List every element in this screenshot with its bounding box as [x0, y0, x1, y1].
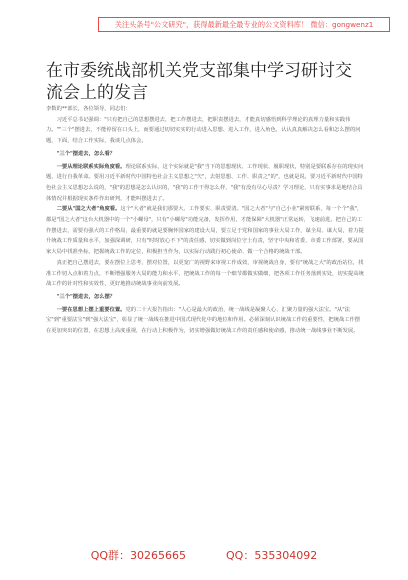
- paragraph-thought: [46, 305, 364, 337]
- paragraph-position: 真正把自己摆进去，要在摆位上思考，摆对位置，以更宽广的视野来审视工作成效，审视统战自身，要有"统战之大"的政治站位，找准工作切入点和着力点，不断增强服务大局的能力和水平，把统战工作的每一个细节都做实做细，把各项工作任务落到实处，切实提高统战工作的针对性和实效性，更好地推动统战事业向前发展。: [46, 259, 364, 288]
- top-banner: 关注头条号"公文研究"，获得最新最全最专业的公文资料库！ 微信：gongwenz1: [98, 17, 390, 32]
- paragraph-lead: 一要从理论联系实际角度看。: [56, 163, 126, 170]
- section-heading-how-to-see: "三个"摆进去，怎么看？: [56, 150, 116, 157]
- paragraph-theory: [46, 162, 364, 205]
- document-body: [46, 104, 364, 534]
- paragraph-text: 这个"大者"就是我们那要大、工作要实、职责要清。"国之大者"与"自己小业"紧密联系，每一个个"我"，都是"国之大者"这台大机器中的一个"小螺母"，只有"小螺母"功能完备，发挥作用，才能保障"大机器"正常运转，飞速前进。把自己的工作摆进去，需要有强大的工作格局，最重要的就是要胸怀国家的建设大局，要立足于党和国家的事业大局工作，谋全局、谋大局，着力提升统战工作质量和水平，加强深调研，只有"时时放心不下"的责任感，切实做到岗位守土有责，坚守中央和省委、市委工作部署，要从国家大局中找准坐标，把握统战工作的定位，积极担当作为，以实际行动践行初心使命、做一个合格的统战干部。: [46, 206, 364, 256]
- paragraph-text: 理论联系实际，这个实际就是"我"当下的思想现状、工作现状、履职现状，特别是要联系存在的现实问题，进行自我革命。要用习近平新时代中国特色社会主义思想之"矢"，去射思想、工作、职责之"的"，也就是说，要习近平新时代中国特色社会主义思想怎么说的，"我"的思想是怎么认识的，"我"的工作干得怎么样，"我"有没有尽心尽责？学习理论，只有实事求是地结合具体情况并根据现实条件作出研判，才能叫摆进去了。: [46, 163, 364, 202]
- paragraph-text: 党的二十大报告指出："人心是最大的政治，统一战线是凝聚人心、汇聚力量的强大法宝。"从"法宝"到"重要法宝"到"强大法宝"，彰显了统一战线在推进中国式现代化中的地位和作用。必须深刻认识统战工作的重要性，把统战工作摆在更加突出的位置，在思想上高度重视，在行动上积极作为，切实增强做好统战工作的责任感和使命感，推动统一战线事业不断发展。: [46, 306, 361, 335]
- section-heading-how-to-place: "三个"摆进去，怎么摆？: [56, 293, 116, 300]
- paragraph-lead: 二要从"国之大者"角度看。: [56, 206, 121, 213]
- paragraph-intro: 习近平总书记强调："只有把自己的思想摆进去，把工作摆进去，把职责摆进去，才能真切感悟到科学理论的真理力量和实践伟力。""三个"摆进去，不能停留在口头上，而要通过切切实实的行动进入思想、进入工作，进入角色，认认真真解决怎么看和怎么摆的问题，下面，结合工作实际，我谈几点体会。: [46, 116, 361, 145]
- footer-contact: [0, 547, 408, 563]
- greeting: 李数的**部长，各位领导，同志们：: [46, 106, 131, 112]
- paragraph-lead: 一要在思想上摆上重要位置。: [56, 306, 126, 313]
- document-title: 在市委统战部机关党支部集中学习研讨交流会上的发言: [46, 61, 352, 103]
- footer-qq-group: QQ群：30265665: [90, 549, 186, 562]
- paragraph-national: [46, 204, 364, 258]
- footer-qq: QQ：535304092: [226, 549, 318, 562]
